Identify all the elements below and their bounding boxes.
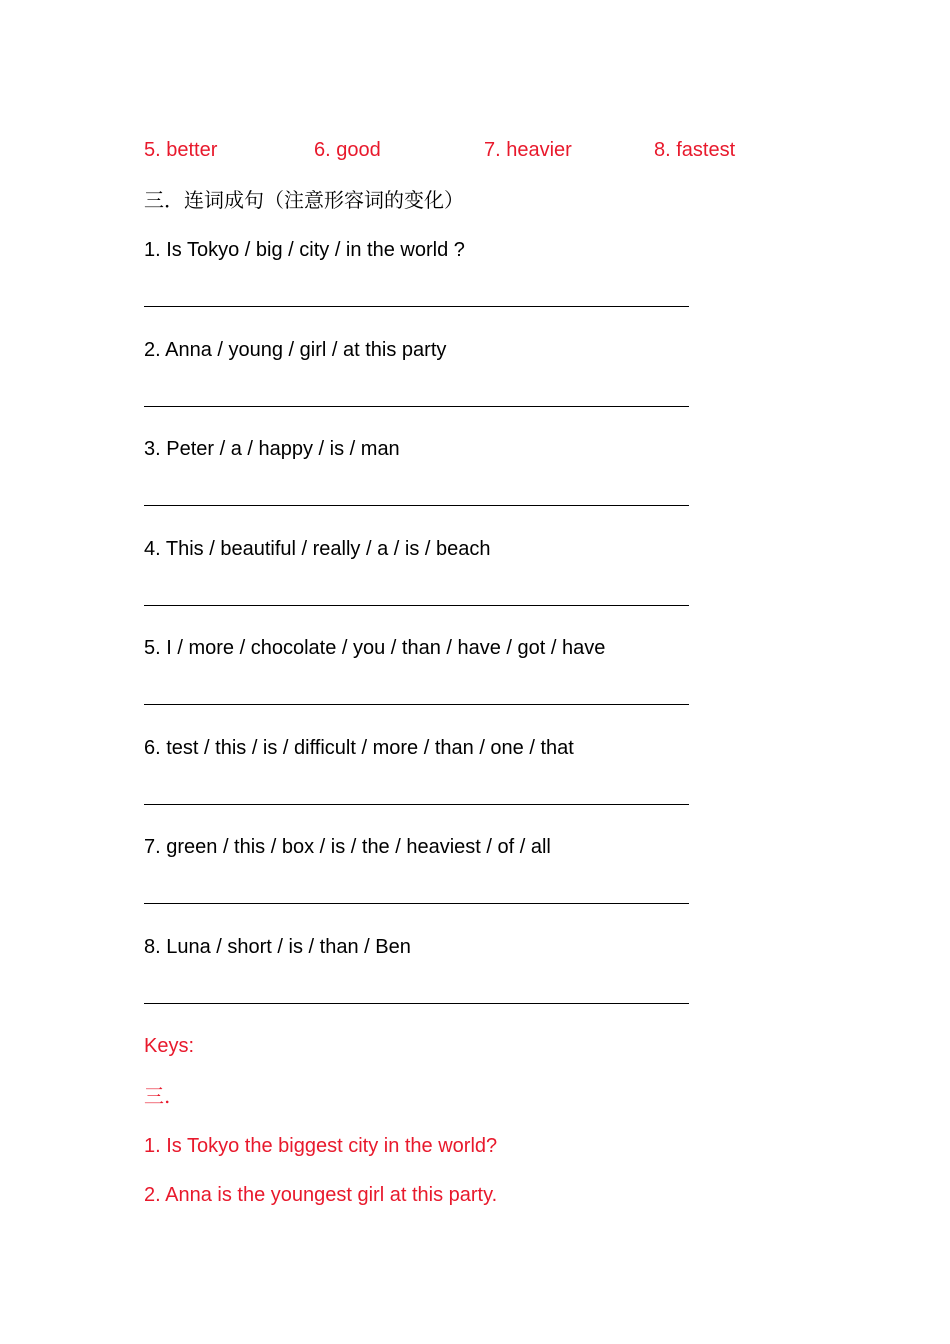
keys-label: Keys: [144, 1035, 195, 1057]
prev-answer-8: 8. fastest [654, 139, 736, 161]
prev-answer-6: 6. good [314, 139, 381, 161]
answer-blank-6[interactable] [144, 804, 689, 805]
answer-blank-8[interactable] [144, 1003, 689, 1004]
question-4: 4. This / beautiful / really / a / is / beach [144, 538, 491, 560]
question-2: 2. Anna / young / girl / at this party [144, 339, 447, 361]
answer-blank-5[interactable] [144, 704, 689, 705]
prev-answer-7: 7. heavier [484, 139, 572, 161]
section-title: 三．连词成句（注意形容词的变化） [144, 188, 464, 212]
answer-blank-1[interactable] [144, 306, 689, 307]
answer-blank-3[interactable] [144, 505, 689, 506]
keys-section: 三. [144, 1084, 171, 1108]
question-7: 7. green / this / box / is / the / heaviest / of / all [144, 836, 551, 858]
question-8: 8. Luna / short / is / than / Ben [144, 936, 411, 958]
answer-blank-4[interactable] [144, 605, 689, 606]
answer-blank-2[interactable] [144, 406, 689, 407]
key-answer-2: 2. Anna is the youngest girl at this party. [144, 1184, 498, 1206]
key-answer-1: 1. Is Tokyo the biggest city in the world? [144, 1135, 498, 1157]
question-1: 1. Is Tokyo / big / city / in the world ? [144, 239, 465, 261]
question-3: 3. Peter / a / happy / is / man [144, 438, 400, 460]
question-5: 5. I / more / chocolate / you / than / have / got / have [144, 637, 606, 659]
prev-answer-5: 5. better [144, 139, 218, 161]
answer-blank-7[interactable] [144, 903, 689, 904]
question-6: 6. test / this / is / difficult / more / than / one / that [144, 737, 574, 759]
